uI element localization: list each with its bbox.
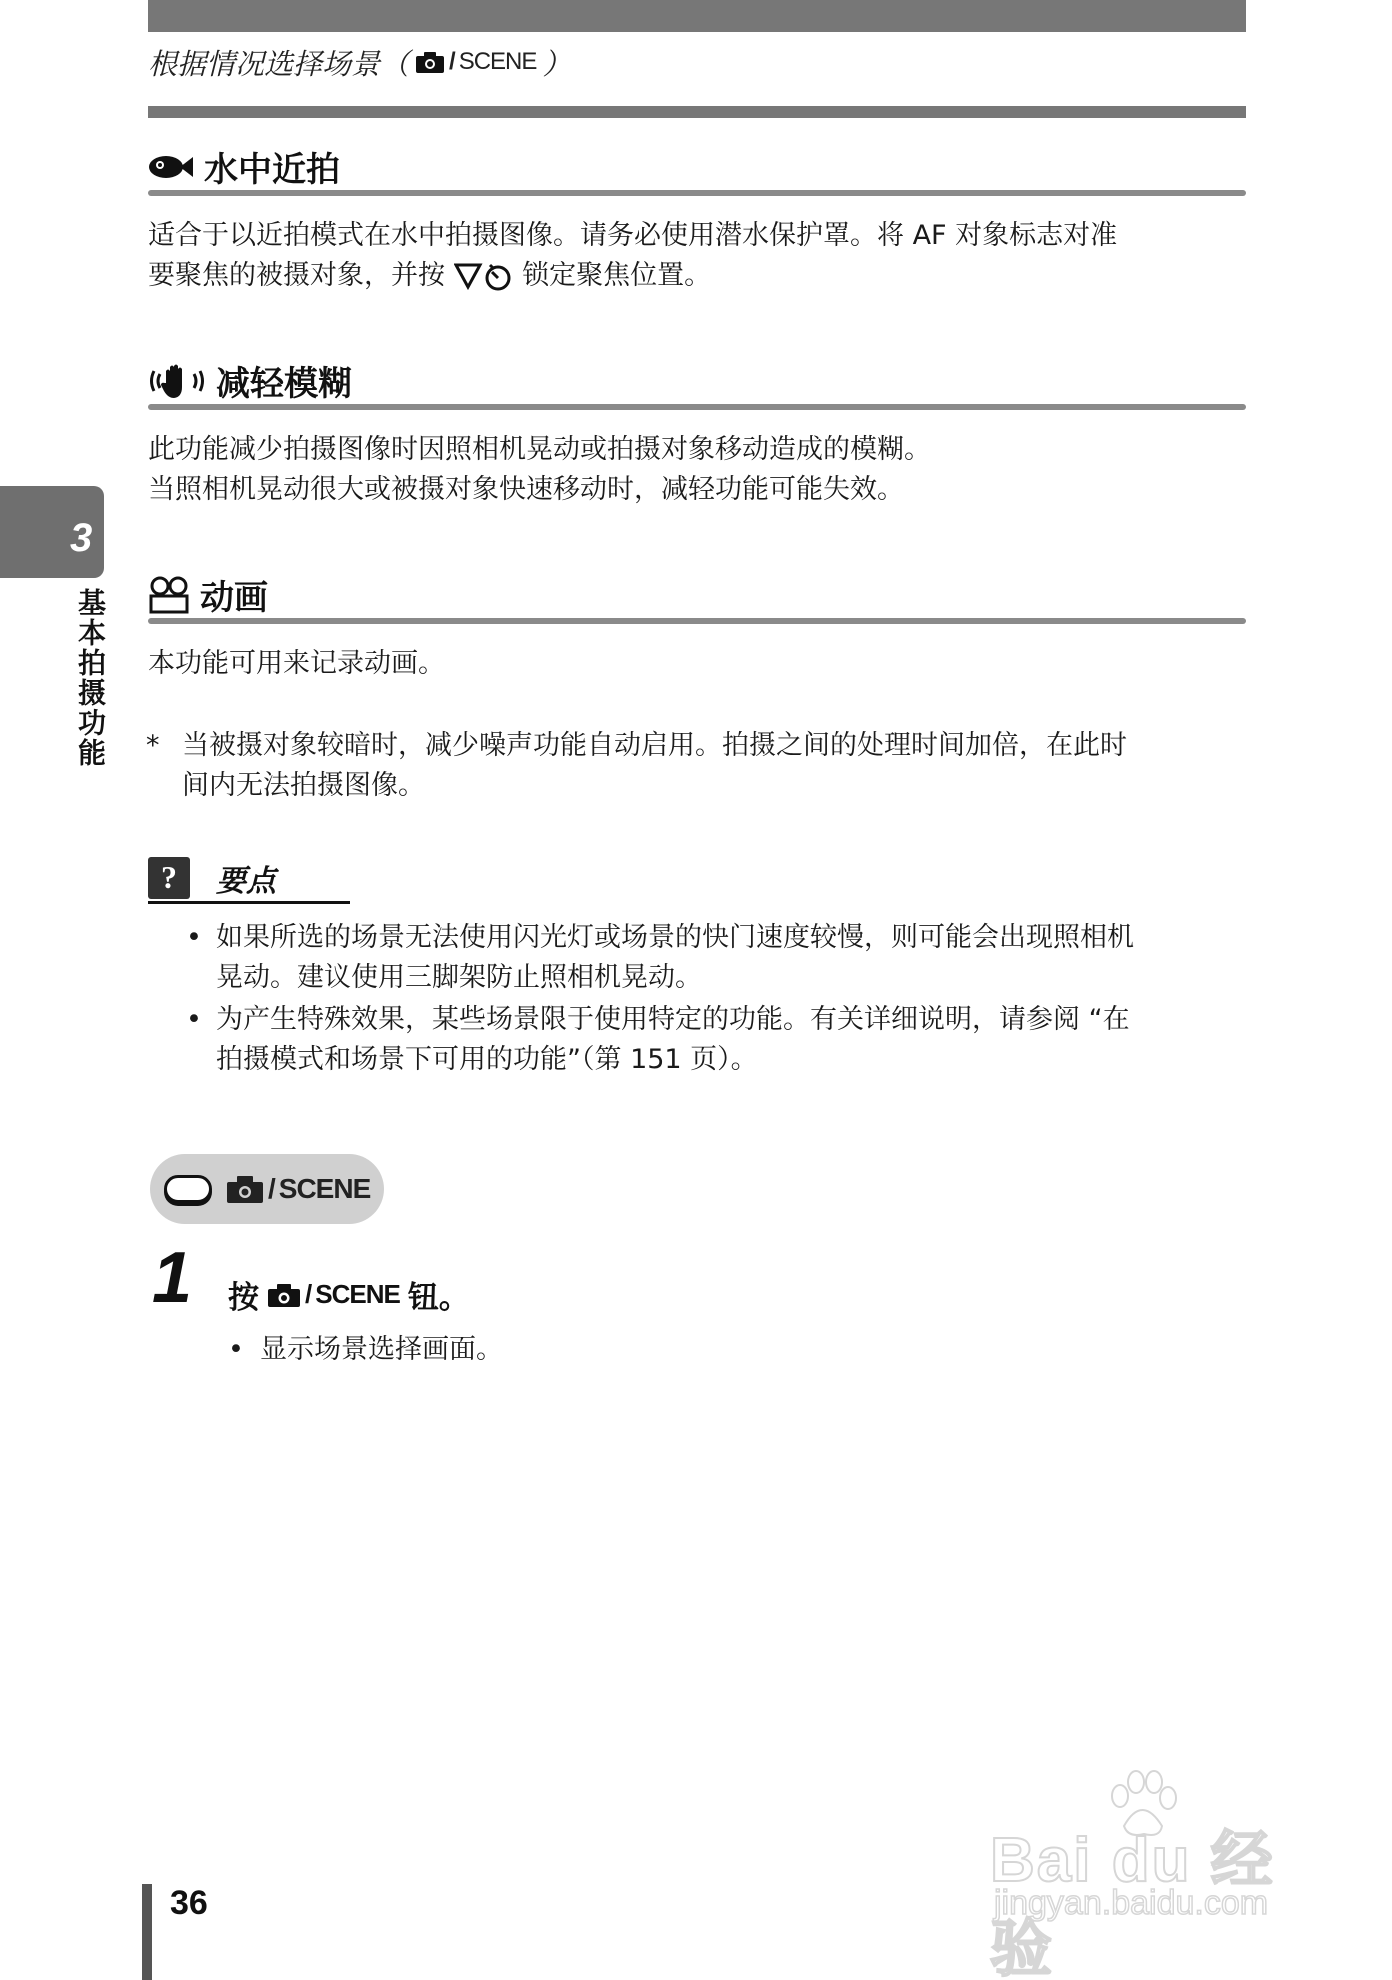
running-head — [148, 42, 571, 82]
body-line: 当照相机晃动很大或被摄对象快速移动时，减轻功能可能失效。 — [148, 474, 904, 505]
camera-icon — [226, 1174, 264, 1204]
chapter-label: 基本拍摄功能 — [74, 588, 107, 768]
list-item — [186, 918, 1248, 998]
scene-label: SCENE — [315, 1279, 400, 1309]
camera-scene-mark: / SCENE — [226, 1173, 370, 1205]
underwater-macro-fish-icon — [148, 152, 194, 182]
body-line: 适合于以近拍模式在水中拍摄图像。请务必使用潜水保护罩。将 AF 对象标志对准 — [148, 220, 1118, 251]
section-title-movie — [148, 570, 268, 619]
list-item-line: 拍摄模式和场景下可用的功能”（第 151 页）。 — [216, 1044, 758, 1075]
shake-reduction-hand-icon — [148, 361, 206, 401]
camera-icon — [415, 50, 445, 74]
section-body-underwater-macro — [148, 216, 1248, 296]
section-title-text: 减轻模糊 — [216, 364, 352, 404]
tip-title: 要点 — [216, 863, 276, 899]
header-rule — [148, 106, 1246, 118]
body-line: 要聚焦的被摄对象，并按 — [148, 260, 454, 291]
page-number-bar — [142, 1884, 152, 1980]
watermark-brand: Bai du 经验 — [990, 1826, 1275, 1980]
chapter-number: 3 — [70, 516, 93, 560]
step-number: 1 — [152, 1238, 193, 1318]
page-number: 36 — [170, 1884, 208, 1922]
tip-list — [186, 918, 1248, 1082]
section-rule — [148, 404, 1246, 410]
button-oval-icon — [164, 1175, 212, 1203]
baidu-watermark — [990, 1770, 1310, 1980]
tip-heading — [148, 854, 350, 904]
mode-indicator-pill — [150, 1154, 384, 1224]
camera-scene-mark: / SCENE — [415, 48, 536, 76]
body-line: 此功能减少拍摄图像时因照相机晃动或拍摄对象移动造成的模糊。 — [148, 434, 931, 465]
camera-icon — [267, 1282, 301, 1308]
section-rule — [148, 190, 1246, 196]
footnote — [146, 726, 1246, 806]
movie-camera-icon — [148, 576, 190, 614]
down-self-timer-button-icon — [454, 261, 514, 293]
footnote-mark: * — [146, 730, 160, 761]
scene-label: SCENE — [278, 1173, 371, 1204]
watermark-url: jingyan.baidu.com — [994, 1884, 1269, 1922]
section-title-underwater-macro — [148, 142, 340, 191]
step-prefix: 按 — [228, 1280, 259, 1316]
footnote-line: 当被摄对象较暗时，减少噪声功能自动启用。拍摄之间的处理时间加倍，在此时 — [182, 730, 1127, 761]
step-instruction — [228, 1272, 470, 1317]
step-result-text: 显示场景选择画面。 — [260, 1334, 503, 1365]
list-item-line: • 为产生特殊效果，某些场景限于使用特定的功能。有关详细说明，请参阅 “在 — [216, 1004, 1130, 1035]
running-head-text: 根据情况选择场景（ — [148, 46, 410, 81]
body-line: 本功能可用来记录动画。 — [148, 648, 445, 679]
section-body-shake-reduction — [148, 430, 1248, 510]
question-mark-icon: ? — [148, 857, 190, 899]
scene-label: SCENE — [458, 48, 537, 75]
camera-scene-mark: / SCENE — [267, 1279, 400, 1310]
step-result: • 显示场景选择画面。 — [228, 1334, 503, 1365]
list-item-line: • 如果所选的场景无法使用闪光灯或场景的快门速度较慢，则可能会出现照相机 — [216, 922, 1134, 953]
top-header-bar — [148, 0, 1246, 32]
body-line: 锁定聚焦位置。 — [513, 260, 712, 291]
step-suffix: 钮。 — [407, 1280, 470, 1316]
section-title-text: 动画 — [200, 578, 268, 618]
footnote-line: 间内无法拍摄图像。 — [182, 770, 425, 801]
section-rule — [148, 618, 1246, 624]
section-title-text: 水中近拍 — [204, 150, 340, 190]
list-item-line: 晃动。建议使用三脚架防止照相机晃动。 — [216, 962, 702, 993]
section-body-movie — [148, 644, 1248, 684]
section-title-shake-reduction — [148, 356, 352, 405]
running-head-close: ） — [542, 46, 572, 81]
list-item — [186, 1000, 1248, 1080]
